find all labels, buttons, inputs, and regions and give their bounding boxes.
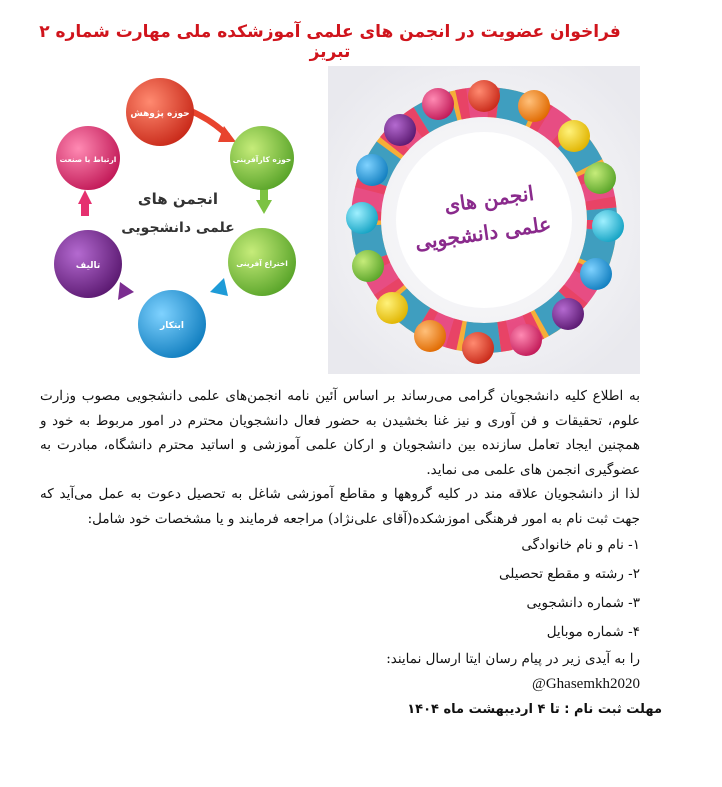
cycle-node-label: ارتباط با صنعت (59, 155, 117, 164)
cycle-center-line1: انجمن های (137, 190, 219, 208)
cycle-node-label: تالیف (75, 261, 101, 271)
arrow-head-icon (118, 282, 134, 300)
send-instruction: را به آیدی زیر در پیام رسان ایتا ارسال نمایند: (386, 651, 640, 667)
invitation-paragraph: لذا از دانشجویان علاقه مند در کلیه گروهها و مقاطع آموزشی شاغل به تحصیل دعوت به عمل می‌آید که جهت ثبت نام به امور فرهنگی اموزشکده(آقای علی‌نژاد) مراجعه فرمایند و یا مشخصات خود شامل: (40, 486, 640, 527)
cycle-diagram (54, 78, 296, 358)
intro-paragraph: به اطلاع کلیه دانشجویان گرامی می‌رساند بر اساس آئین نامه انجمن‌های علمی دانشجویی مصوب وزارت علوم، تحقیقات و فن آوری و نیز غنا بخشیدن به حضور فعال دانشجویان محترم در امور مربوط به خود و همچنین ایجاد تعامل سازنده بین دانشجویان و ارکان علمی آموزشی و اساتید محترم دانشگاه، مبادرت به عضوگیری انجمن های علمی می نماید. (40, 388, 640, 478)
list-item: ۳- شماره دانشجویی (526, 595, 640, 611)
cycle-node-label: حوزه کارآفرینی (232, 155, 292, 164)
cycle-node-label: اختراع آفرینی (236, 259, 288, 268)
logo-line2: علمی دانشجویی (413, 211, 553, 255)
arrow-head-icon (78, 190, 92, 204)
list-item: ۱- نام و نام خانوادگی (521, 537, 640, 553)
cycle-center-line2: علمی دانشجویی (121, 220, 235, 236)
list-item: ۴- شماره موبایل (546, 624, 640, 640)
arrow-head-icon (210, 278, 228, 296)
arrow-head-icon (256, 200, 272, 214)
page-title: فراخوان عضویت در انجمن های علمی آموزشکده ملی مهارت شماره ۲ تبریز (39, 22, 621, 62)
cycle-node-label: حوزه پژوهش (130, 109, 190, 119)
logo-line1: انجمن های (442, 180, 536, 218)
eitaa-handle: @Ghasemkh2020 (532, 675, 640, 692)
registration-deadline: مهلت ثبت نام : تا ۴ اردیبهشت ماه ۱۴۰۴ (407, 701, 662, 717)
announcement-body (40, 384, 662, 723)
cycle-node-label: ابتکار (160, 321, 184, 331)
association-logo (328, 66, 640, 374)
list-item: ۲- رشته و مقطع تحصیلی (499, 566, 640, 582)
banner-image (38, 66, 640, 374)
